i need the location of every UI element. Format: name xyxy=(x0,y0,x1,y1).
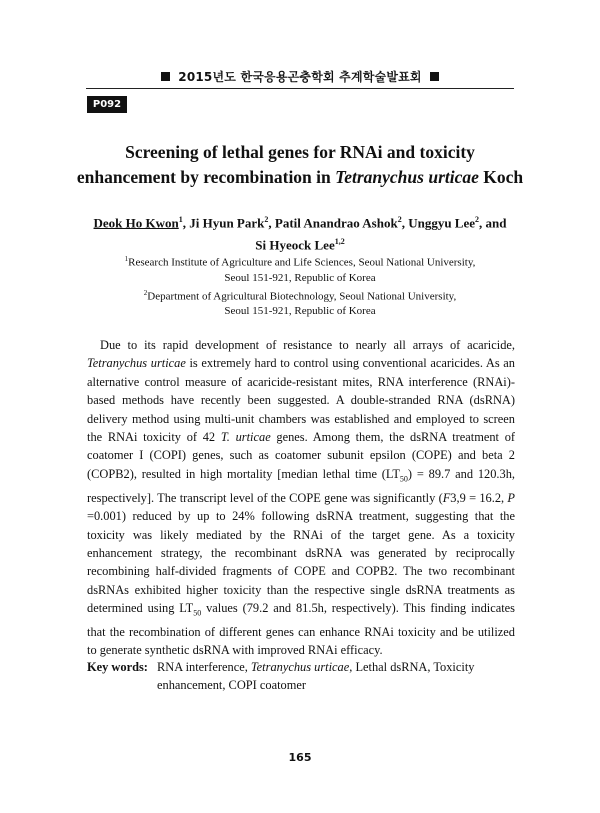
author-affiliation-mark: 1,2 xyxy=(334,237,345,247)
author-name: Deok Ho Kwon xyxy=(93,215,179,231)
abstract-text: genes. Among them, the dsRNA treatment of coatomer I (COPI) genes, such as coatomer subunit epsilon (COPE) and beta 2 (COPB2), resulted in high mortality [median lethal time (LT xyxy=(87,430,516,481)
abstract-body xyxy=(87,336,515,660)
title-line-1: Screening of lethal genes for RNAi and toxicity xyxy=(125,142,475,162)
abstract-stat-symbol: F xyxy=(442,490,451,505)
affiliation-list xyxy=(70,252,530,319)
affiliation-2-line-1 xyxy=(70,286,530,305)
keywords-label: Key words: xyxy=(87,660,148,674)
author-separator: , xyxy=(182,215,190,231)
author-list xyxy=(70,210,530,255)
author-affiliation-mark: 2 xyxy=(397,215,402,224)
paper-title xyxy=(70,140,530,190)
square-bullet-icon xyxy=(161,72,170,81)
abstract-text: is extremely hard to control using conventional acaricides. As an alternative control measure of acaricide-resistant mites, RNA interference (RNAi)-based methods have recently been suggested. A double-stranded RNA (dsRNA) delivery method using multi-unit chambers was established and employed to screen the RNAi toxicity of 42 xyxy=(87,356,515,445)
affiliation-mark: 1 xyxy=(124,255,129,263)
abstract-text: ) = 89.7 and 120.3h, respectively]. The transcript level of the COPE gene was significantly ( xyxy=(87,466,515,505)
abstract-paragraph xyxy=(87,336,515,660)
abstract-stat-symbol: P xyxy=(507,490,515,505)
author-separator: , and xyxy=(479,215,507,231)
conference-title: 2015년도 한국응용곤충학회 추계학술발표회 xyxy=(178,69,422,84)
author-affiliation-mark: 2 xyxy=(475,215,480,224)
keyword-text: , Lethal dsRNA, Toxicity enhancement, COPI coatomer xyxy=(157,660,475,693)
page-number: 165 xyxy=(288,751,312,764)
affiliation-text: Research Institute of Agriculture and Life Sciences, Seoul National University, xyxy=(128,256,476,269)
abstract-text: values (79.2 and 81.5h, respectively). This finding indicates that the recombination of different genes can enhance RNAi toxicity and be utilized to generate synthetic dsRNA with improved RNAi efficacy. xyxy=(87,601,515,658)
author-name: Patil Anandrao Ashok xyxy=(274,215,398,231)
conference-header xyxy=(86,65,514,87)
abstract-species: T. urticae xyxy=(220,430,271,445)
author-name: Si Hyeock Lee xyxy=(255,237,335,253)
author-affiliation-mark: 1 xyxy=(178,215,183,224)
abstract-subscript: 50 xyxy=(193,608,202,618)
affiliation-text: Department of Agricultural Biotechnology, Seoul National University, xyxy=(147,290,457,303)
header-divider xyxy=(86,88,514,89)
abstract-subscript: 50 xyxy=(399,474,408,484)
author-separator: , xyxy=(401,215,409,231)
keywords-list xyxy=(157,658,515,695)
author-name: Ji Hyun Park xyxy=(189,215,265,231)
author-affiliation-mark: 2 xyxy=(264,215,269,224)
keyword-text: RNA interference, xyxy=(157,660,251,674)
affiliation-2-line-2: Seoul 151-921, Republic of Korea xyxy=(224,305,376,318)
abstract-text: =0.001) reduced by up to 24% following dsRNA treatment, suggesting that the toxicity was likely mediated by the RNAi of the target gene. As a toxicity enhancement strategy, the recombinant dsRNA was generated by reciprocally recombining half-divided fragments of COPE and COPB2. The two recombinant dsRNAs exhibited higher toxicity than the respective single dsRNA treatments as determined using LT xyxy=(87,509,515,616)
author-separator: , xyxy=(268,215,275,231)
keywords-section xyxy=(87,658,515,695)
title-text: enhancement by recombination in xyxy=(76,167,336,187)
keyword-species: Tetranychus urticae xyxy=(250,660,350,674)
title-line-2 xyxy=(70,165,530,190)
title-text: Koch xyxy=(478,167,524,187)
author-name: Unggyu Lee xyxy=(408,215,476,231)
abstract-text: 3,9 = 16.2, xyxy=(450,490,508,505)
abstract-text: Due to its rapid development of resistance to nearly all arrays of acaricide, xyxy=(100,338,515,352)
square-bullet-icon xyxy=(430,72,439,81)
poster-code-badge: P092 xyxy=(87,96,127,113)
affiliation-1-line-1 xyxy=(70,252,530,271)
affiliation-1-line-2: Seoul 151-921, Republic of Korea xyxy=(224,271,376,284)
author-line-1 xyxy=(70,210,530,232)
affiliation-mark: 2 xyxy=(143,288,148,297)
abstract-species: Tetranychus urticae xyxy=(87,356,186,371)
title-species: Tetranychus urticae xyxy=(335,167,479,187)
